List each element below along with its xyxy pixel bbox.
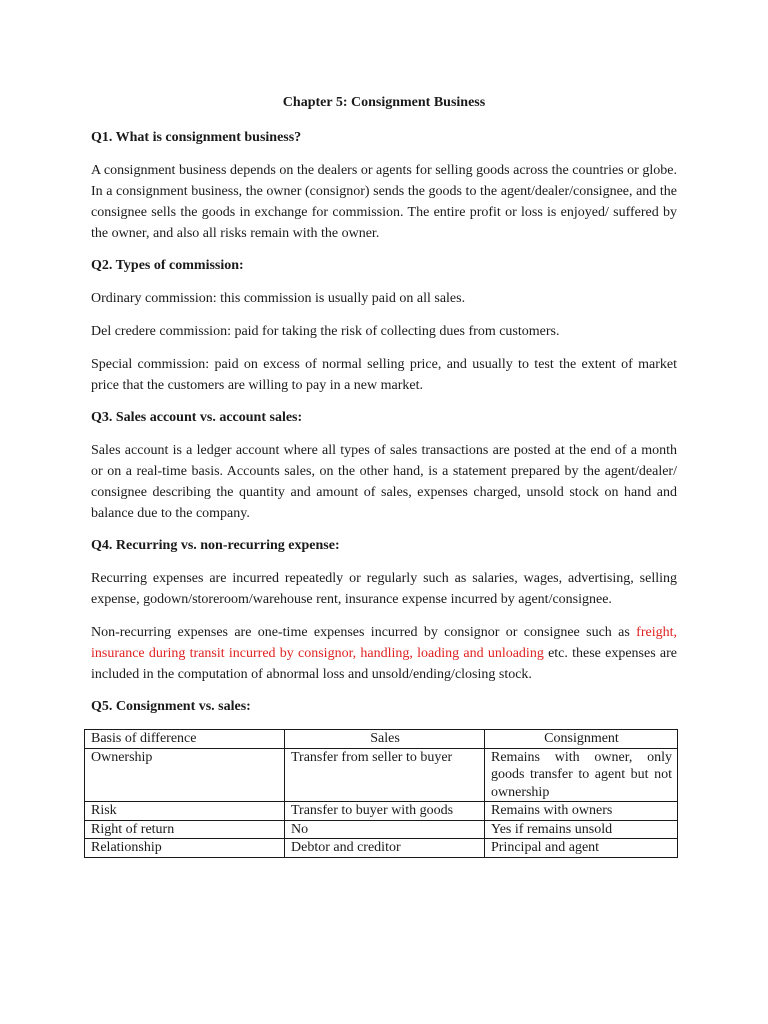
table-cell: Principal and agent: [485, 839, 678, 858]
table-cell: Remains with owners: [485, 802, 678, 821]
q5-heading: Q5. Consignment vs. sales:: [91, 699, 251, 714]
special-commission-paragraph: Special commission: paid on excess of normal selling price, and usually to test the extent of market price that the customers are willing to pay in a new market.: [91, 357, 677, 393]
table-cell: Transfer from seller to buyer: [285, 748, 485, 802]
nonrecurring-expense-paragraph: [91, 622, 677, 685]
q4-heading: Q4. Recurring vs. non-recurring expense:: [91, 538, 340, 553]
recurring-expense-paragraph: Recurring expenses are incurred repeatedly or regularly such as salaries, wages, advertising, selling expense, godown/storeroom/warehouse rent, insurance expense incurred by agent/consignee.: [91, 571, 677, 607]
table-row: [85, 839, 678, 858]
chapter-title: Chapter 5: Consignment Business: [282, 95, 486, 110]
table-cell: Remains with owner, only goods transfer to agent but not ownership: [485, 748, 678, 802]
table-header-cell: Consignment: [485, 730, 678, 749]
del-credere-commission-paragraph: Del credere commission: paid for taking the risk of collecting dues from customers.: [91, 324, 560, 339]
table-row: [85, 748, 678, 802]
table-cell: Right of return: [85, 820, 285, 839]
q3-paragraph: Sales account is a ledger account where all types of sales transactions are posted at the end of a month or on a real-time basis. Accounts sales, on the other hand, is a statement prepared by the agent/dealer/ consignee describing the quantity and amount of sales, expenses charged, unsold stock on hand and balance due to the company.: [91, 443, 677, 521]
table-header-cell: Basis of difference: [85, 730, 285, 749]
table-cell: Ownership: [85, 748, 285, 802]
table-cell: Relationship: [85, 839, 285, 858]
q1-heading: Q1. What is consignment business?: [91, 130, 302, 145]
table-cell: Risk: [85, 802, 285, 821]
table-cell: Debtor and creditor: [285, 839, 485, 858]
table-cell: Yes if remains unsold: [485, 820, 678, 839]
q2-heading: Q2. Types of commission:: [91, 258, 244, 273]
table-header-cell: Sales: [285, 730, 485, 749]
table-row: [85, 820, 678, 839]
nonrecurring-text-end: etc. these expenses are included in the computation of abnormal loss and unsold/ending/closing stock.: [91, 646, 677, 682]
q1-paragraph: A consignment business depends on the dealers or agents for selling goods across the countries or globe. In a consignment business, the owner (consignor) sends the goods to the agent/dealer/consignee, and the consignee sells the goods in exchange for commission. The entire profit or loss is enjoyed/ suffered by the owner, and also all risks remain with the owner.: [91, 163, 677, 241]
table-header-row: [85, 730, 678, 749]
comparison-table: [84, 729, 678, 858]
nonrecurring-highlight-text: freight, insurance during transit incurred by consignor, handling, loading and unloading: [91, 625, 677, 661]
table-row: [85, 802, 678, 821]
document-page: [91, 93, 677, 858]
q3-heading: Q3. Sales account vs. account sales:: [91, 410, 303, 425]
nonrecurring-text-start: Non-recurring expenses are one-time expenses incurred by consignor or consignee such as: [91, 625, 637, 640]
table-cell: Transfer to buyer with goods: [285, 802, 485, 821]
table-cell: No: [285, 820, 485, 839]
ordinary-commission-paragraph: Ordinary commission: this commission is usually paid on all sales.: [91, 291, 466, 306]
